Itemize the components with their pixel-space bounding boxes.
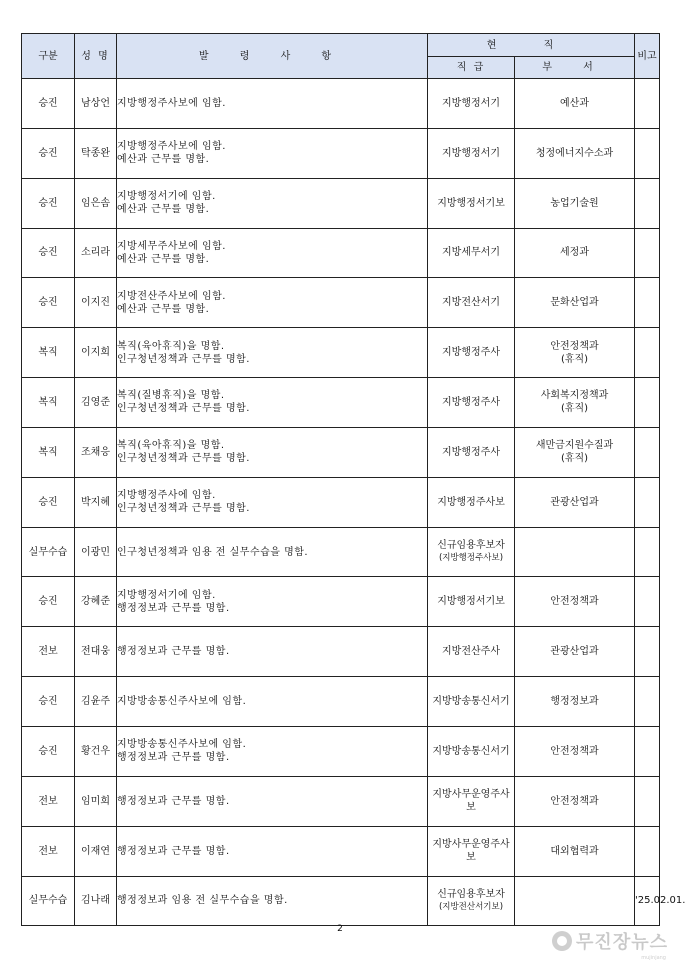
appointment-table — [21, 33, 685, 926]
position-line: 지방방송통신서기 — [432, 745, 510, 757]
remarks-cell — [635, 776, 660, 826]
position-line: (지방행정주사보) — [438, 553, 504, 564]
position-line: 지방전산주사 — [442, 646, 500, 658]
remarks-cell — [635, 378, 660, 428]
category-cell: 승진 — [22, 726, 75, 776]
position-cell — [428, 677, 515, 727]
details-line: 예산과 근무를 명함. — [117, 204, 210, 216]
position-line: 지방행정주사 — [442, 396, 500, 408]
position-line: 신규임용후보자 — [437, 540, 505, 552]
category-cell: 복직 — [22, 328, 75, 378]
details-line: 인구청년정책과 근무를 명함. — [117, 403, 250, 415]
table-row — [22, 328, 660, 378]
name-cell: 전대웅 — [75, 627, 117, 677]
details-cell — [117, 178, 428, 228]
category-cell: 승진 — [22, 228, 75, 278]
remarks-cell — [635, 228, 660, 278]
department-cell — [515, 128, 635, 178]
name-cell: 박지혜 — [75, 477, 117, 527]
department-line: 안전정책과 — [550, 745, 599, 757]
details-cell — [117, 427, 428, 477]
remarks-cell — [635, 726, 660, 776]
department-line: 안전정책과 — [550, 340, 599, 352]
department-cell — [515, 826, 635, 876]
details-line: 행정정보과 임용 전 실무수습을 명함. — [117, 895, 288, 907]
table-row — [22, 826, 660, 876]
name-cell: 이재연 — [75, 826, 117, 876]
remarks-cell — [635, 677, 660, 727]
department-line: 사회복지정책과 — [540, 390, 609, 402]
department-cell — [515, 577, 635, 627]
department-line: 안전정책과 — [550, 596, 599, 608]
details-line: 복직(육아휴직)을 명함. — [117, 440, 225, 452]
department-cell — [515, 876, 635, 926]
details-cell — [117, 378, 428, 428]
name-cell: 소리라 — [75, 228, 117, 278]
details-line: 지방방송통신주사보에 임함. — [117, 696, 247, 708]
category-cell: 전보 — [22, 826, 75, 876]
position-cell — [428, 378, 515, 428]
watermark-text: 무진장뉴스 — [576, 932, 668, 953]
department-line: 행정정보과 — [550, 696, 599, 708]
header-department: 부 서 — [515, 57, 635, 79]
position-cell — [428, 477, 515, 527]
details-line: 예산과 근무를 명함. — [117, 154, 210, 166]
category-cell: 승진 — [22, 178, 75, 228]
department-cell — [515, 776, 635, 826]
details-cell — [117, 128, 428, 178]
remarks-cell — [635, 178, 660, 228]
name-cell: 이광민 — [75, 527, 117, 577]
position-line: 지방행정주사 — [442, 446, 500, 458]
position-cell — [428, 876, 515, 926]
details-line: 행정정보과 근무를 명함. — [117, 646, 230, 658]
position-line: 지방행정서기 — [442, 97, 500, 109]
details-line: 행정정보과 근무를 명함. — [117, 752, 230, 764]
table-row — [22, 627, 660, 677]
category-cell: 승진 — [22, 79, 75, 129]
position-cell — [428, 178, 515, 228]
table-body — [22, 79, 685, 926]
details-cell — [117, 776, 428, 826]
position-line: 지방전산서기 — [442, 297, 500, 309]
position-cell — [428, 527, 515, 577]
details-line: 지방행정주사보에 임함. — [117, 141, 226, 153]
name-cell: 탁종완 — [75, 128, 117, 178]
department-line: 예산과 — [560, 97, 589, 109]
position-cell — [428, 726, 515, 776]
department-line: 관광산업과 — [550, 496, 599, 508]
category-cell: 전보 — [22, 776, 75, 826]
name-cell: 김나래 — [75, 876, 117, 926]
department-line: (휴직) — [560, 403, 589, 415]
category-cell: 승진 — [22, 477, 75, 527]
name-cell: 강혜준 — [75, 577, 117, 627]
name-cell: 임미희 — [75, 776, 117, 826]
remarks-cell: '25.02.01. — [635, 876, 660, 926]
department-line: 대외협력과 — [550, 845, 599, 857]
department-cell — [515, 527, 635, 577]
table-row — [22, 79, 660, 129]
name-cell: 조채응 — [75, 427, 117, 477]
details-line: 지방행정주사보에 임함. — [117, 97, 226, 109]
position-cell — [428, 79, 515, 129]
department-line: 농업기술원 — [550, 197, 599, 209]
name-cell: 남상언 — [75, 79, 117, 129]
remarks-cell — [635, 128, 660, 178]
header-position: 직 급 — [428, 57, 515, 79]
name-cell: 김윤주 — [75, 677, 117, 727]
department-line: (휴직) — [560, 353, 589, 365]
table-row — [22, 776, 660, 826]
remarks-cell — [635, 527, 660, 577]
position-cell — [428, 278, 515, 328]
department-line: 청정에너지수소과 — [535, 147, 614, 159]
department-line: 관광산업과 — [550, 646, 599, 658]
remarks-cell — [635, 577, 660, 627]
details-cell — [117, 527, 428, 577]
department-cell — [515, 378, 635, 428]
details-line: 행정정보과 근무를 명함. — [117, 845, 230, 857]
table-row — [22, 527, 660, 577]
details-line: 지방전산주사보에 임함. — [117, 290, 226, 302]
details-line: 복직(질병휴직)을 명함. — [117, 390, 225, 402]
details-cell — [117, 677, 428, 727]
details-line: 인구청년정책과 근무를 명함. — [117, 353, 250, 365]
table-row — [22, 278, 660, 328]
position-line: 지방행정서기보 — [437, 596, 505, 608]
name-cell: 김영준 — [75, 378, 117, 428]
table-row — [22, 577, 660, 627]
category-cell: 실무수습 — [22, 527, 75, 577]
category-cell: 복직 — [22, 427, 75, 477]
department-line: 새만금지원수질과 — [535, 440, 614, 452]
category-cell: 승진 — [22, 278, 75, 328]
position-cell — [428, 328, 515, 378]
position-cell — [428, 776, 515, 826]
details-line: 인구청년정책과 임용 전 실무수습을 명함. — [117, 546, 309, 558]
department-cell — [515, 228, 635, 278]
category-cell: 실무수습 — [22, 876, 75, 926]
details-cell — [117, 726, 428, 776]
department-cell — [515, 427, 635, 477]
category-cell: 승진 — [22, 128, 75, 178]
details-line: 복직(육아휴직)을 명함. — [117, 340, 225, 352]
position-cell — [428, 577, 515, 627]
position-line: 지방행정서기보 — [437, 197, 505, 209]
details-line: 인구청년정책과 근무를 명함. — [117, 503, 250, 515]
position-cell — [428, 627, 515, 677]
remarks-cell — [635, 477, 660, 527]
position-line: 지방사무운영주사보 — [432, 839, 510, 864]
position-cell — [428, 128, 515, 178]
position-line: 신규임용후보자 — [437, 888, 505, 900]
category-cell: 복직 — [22, 378, 75, 428]
category-cell: 전보 — [22, 627, 75, 677]
details-line: 예산과 근무를 명함. — [117, 303, 210, 315]
details-line: 행정정보과 근무를 명함. — [117, 795, 230, 807]
position-line: (지방전산서기보) — [438, 901, 504, 912]
department-cell — [515, 627, 635, 677]
page-number: 2 — [337, 924, 343, 934]
department-line: 안전정책과 — [550, 795, 599, 807]
department-line: 세정과 — [560, 247, 589, 259]
position-line: 지방행정주사보 — [437, 496, 505, 508]
remarks-cell — [635, 328, 660, 378]
table-row — [22, 677, 660, 727]
details-line: 예산과 근무를 명함. — [117, 253, 210, 265]
table-row — [22, 178, 660, 228]
details-cell — [117, 627, 428, 677]
details-cell — [117, 278, 428, 328]
category-cell: 승진 — [22, 677, 75, 727]
details-line: 지방행정서기에 임함. — [117, 191, 216, 203]
remarks-cell — [635, 427, 660, 477]
remarks-cell — [635, 627, 660, 677]
position-cell — [428, 826, 515, 876]
name-cell: 임은솜 — [75, 178, 117, 228]
details-line: 행정정보과 근무를 명함. — [117, 602, 230, 614]
department-cell — [515, 677, 635, 727]
details-line: 지방방송통신주사보에 임함. — [117, 739, 247, 751]
department-cell — [515, 278, 635, 328]
table-row — [22, 378, 660, 428]
header-category: 구분 — [22, 34, 75, 79]
position-cell — [428, 228, 515, 278]
details-cell — [117, 876, 428, 926]
position-cell — [428, 427, 515, 477]
position-line: 지방방송통신서기 — [432, 696, 510, 708]
table-row — [22, 128, 660, 178]
header-remarks: 비고 — [635, 34, 660, 79]
department-cell — [515, 178, 635, 228]
header-details: 발 령 사 항 — [117, 34, 428, 79]
details-cell — [117, 228, 428, 278]
details-cell — [117, 826, 428, 876]
department-line: (휴직) — [560, 453, 589, 465]
department-cell — [515, 79, 635, 129]
details-cell — [117, 79, 428, 129]
remarks-cell — [635, 79, 660, 129]
table-row — [22, 427, 660, 477]
table-row — [22, 876, 660, 926]
details-cell — [117, 477, 428, 527]
name-cell: 이지진 — [75, 278, 117, 328]
table-row — [22, 477, 660, 527]
name-cell: 이지희 — [75, 328, 117, 378]
category-cell: 승진 — [22, 577, 75, 627]
department-line: 문화산업과 — [550, 297, 599, 309]
header-current: 현 직 — [428, 34, 635, 57]
watermark-logo — [552, 928, 668, 961]
position-line: 지방세무서기 — [442, 247, 500, 259]
name-cell: 황건우 — [75, 726, 117, 776]
department-cell — [515, 726, 635, 776]
details-cell — [117, 328, 428, 378]
table-row — [22, 726, 660, 776]
details-line: 지방행정주사에 임함. — [117, 490, 216, 502]
remarks-cell — [635, 278, 660, 328]
details-cell — [117, 577, 428, 627]
logo-circle-icon — [552, 931, 572, 951]
department-cell — [515, 328, 635, 378]
details-line: 지방세무주사보에 임함. — [117, 240, 226, 252]
watermark-sub: mujinjang — [641, 955, 666, 961]
details-line: 인구청년정책과 근무를 명함. — [117, 453, 250, 465]
header-name: 성 명 — [75, 34, 117, 79]
details-line: 지방행정서기에 임함. — [117, 589, 216, 601]
position-line: 지방사무운영주사보 — [432, 789, 510, 814]
table-row — [22, 228, 660, 278]
remarks-cell — [635, 826, 660, 876]
position-line: 지방행정서기 — [442, 147, 500, 159]
department-cell — [515, 477, 635, 527]
position-line: 지방행정주사 — [442, 347, 500, 359]
